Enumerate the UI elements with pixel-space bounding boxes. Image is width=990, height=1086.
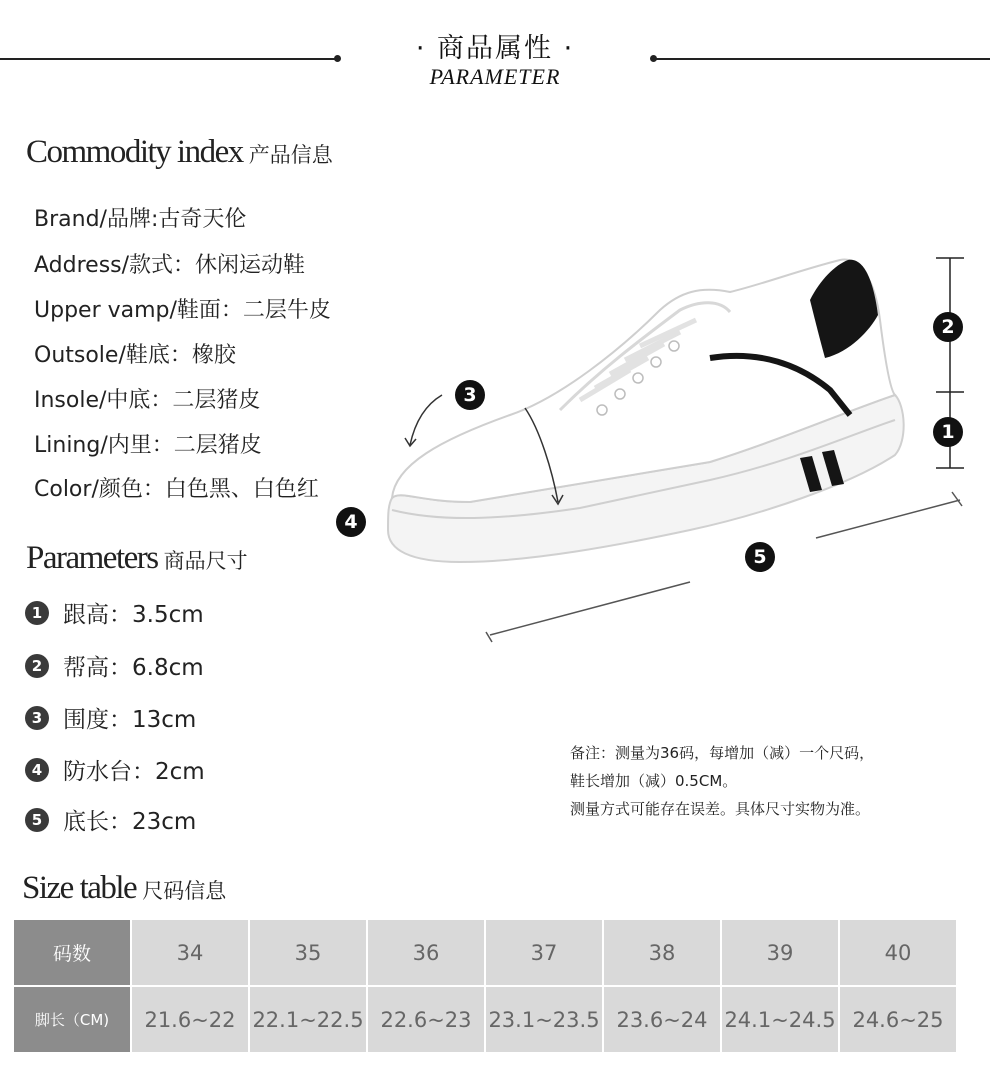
marker-3: 3 xyxy=(455,380,485,410)
attr-outsole: Outsole/鞋底：橡胶 xyxy=(34,343,236,368)
param-girth xyxy=(25,701,196,734)
size-table-heading xyxy=(22,870,226,907)
size-cell: 40 xyxy=(840,920,956,985)
marker-4: 4 xyxy=(336,507,366,537)
attr-style: Address/款式：休闲运动鞋 xyxy=(34,253,306,278)
shoe-diagram xyxy=(380,240,990,660)
attr-upper: Upper vamp/鞋面：二层牛皮 xyxy=(34,298,331,323)
size-table xyxy=(12,918,958,1054)
size-cell: 35 xyxy=(250,920,366,985)
parameters-heading-en: Parameters xyxy=(26,540,158,576)
param-number-badge: 4 xyxy=(25,758,49,782)
size-cell: 39 xyxy=(722,920,838,985)
size-cell: 36 xyxy=(368,920,484,985)
param-text: 帮高：6.8cm xyxy=(63,655,204,681)
marker-5: 5 xyxy=(745,542,775,572)
commodity-heading-cn: 产品信息 xyxy=(248,143,333,167)
note-line-3: 测量方式可能存在误差。具体尺寸实物为准。 xyxy=(570,800,871,818)
marker-1: 1 xyxy=(933,417,963,447)
attr-brand: Brand/品牌:古奇天伦 xyxy=(34,207,247,232)
param-text: 防水台：2cm xyxy=(63,759,205,785)
commodity-heading xyxy=(26,134,333,171)
size-table-heading-cn: 尺码信息 xyxy=(142,879,227,903)
param-upper-height xyxy=(25,649,204,682)
attr-color: Color/颜色：白色黑、白色红 xyxy=(34,477,319,502)
attr-lining: Lining/内里：二层猪皮 xyxy=(34,433,262,458)
row-header-size: 码数 xyxy=(14,920,130,985)
param-number-badge: 3 xyxy=(25,706,49,730)
section-subtitle: PARAMETER xyxy=(429,64,561,89)
commodity-heading-en: Commodity index xyxy=(26,134,243,170)
row-header-foot-length: 脚长（CM) xyxy=(14,987,130,1052)
size-cell: 37 xyxy=(486,920,602,985)
marker-2: 2 xyxy=(933,312,963,342)
param-text: 跟高：3.5cm xyxy=(63,602,204,628)
param-text: 底长：23cm xyxy=(63,809,197,835)
length-cell: 22.1~22.5 xyxy=(250,987,366,1052)
note-line-1: 备注：测量为36码，每增加（减）一个尺码， xyxy=(570,744,875,762)
table-row xyxy=(14,920,956,985)
length-cell: 23.6~24 xyxy=(604,987,720,1052)
param-number-badge: 2 xyxy=(25,654,49,678)
length-cell: 24.6~25 xyxy=(840,987,956,1052)
length-cell: 24.1~24.5 xyxy=(722,987,838,1052)
length-cell: 22.6~23 xyxy=(368,987,484,1052)
param-heel-height xyxy=(25,596,204,629)
section-title: · 商品属性 · xyxy=(415,33,575,64)
parameters-heading xyxy=(26,540,248,577)
length-cell: 21.6~22 xyxy=(132,987,248,1052)
table-row xyxy=(14,987,956,1052)
attr-insole: Insole/中底：二层猪皮 xyxy=(34,388,261,413)
param-platform xyxy=(25,753,205,786)
length-cell: 23.1~23.5 xyxy=(486,987,602,1052)
size-table-heading-en: Size table xyxy=(22,870,137,906)
param-text: 围度：13cm xyxy=(63,707,197,733)
param-sole-length xyxy=(25,803,196,836)
size-cell: 38 xyxy=(604,920,720,985)
parameters-heading-cn: 商品尺寸 xyxy=(163,549,248,573)
size-cell: 34 xyxy=(132,920,248,985)
param-number-badge: 5 xyxy=(25,808,49,832)
note-line-2: 鞋长增加（减）0.5CM。 xyxy=(570,772,738,790)
param-number-badge: 1 xyxy=(25,601,49,625)
